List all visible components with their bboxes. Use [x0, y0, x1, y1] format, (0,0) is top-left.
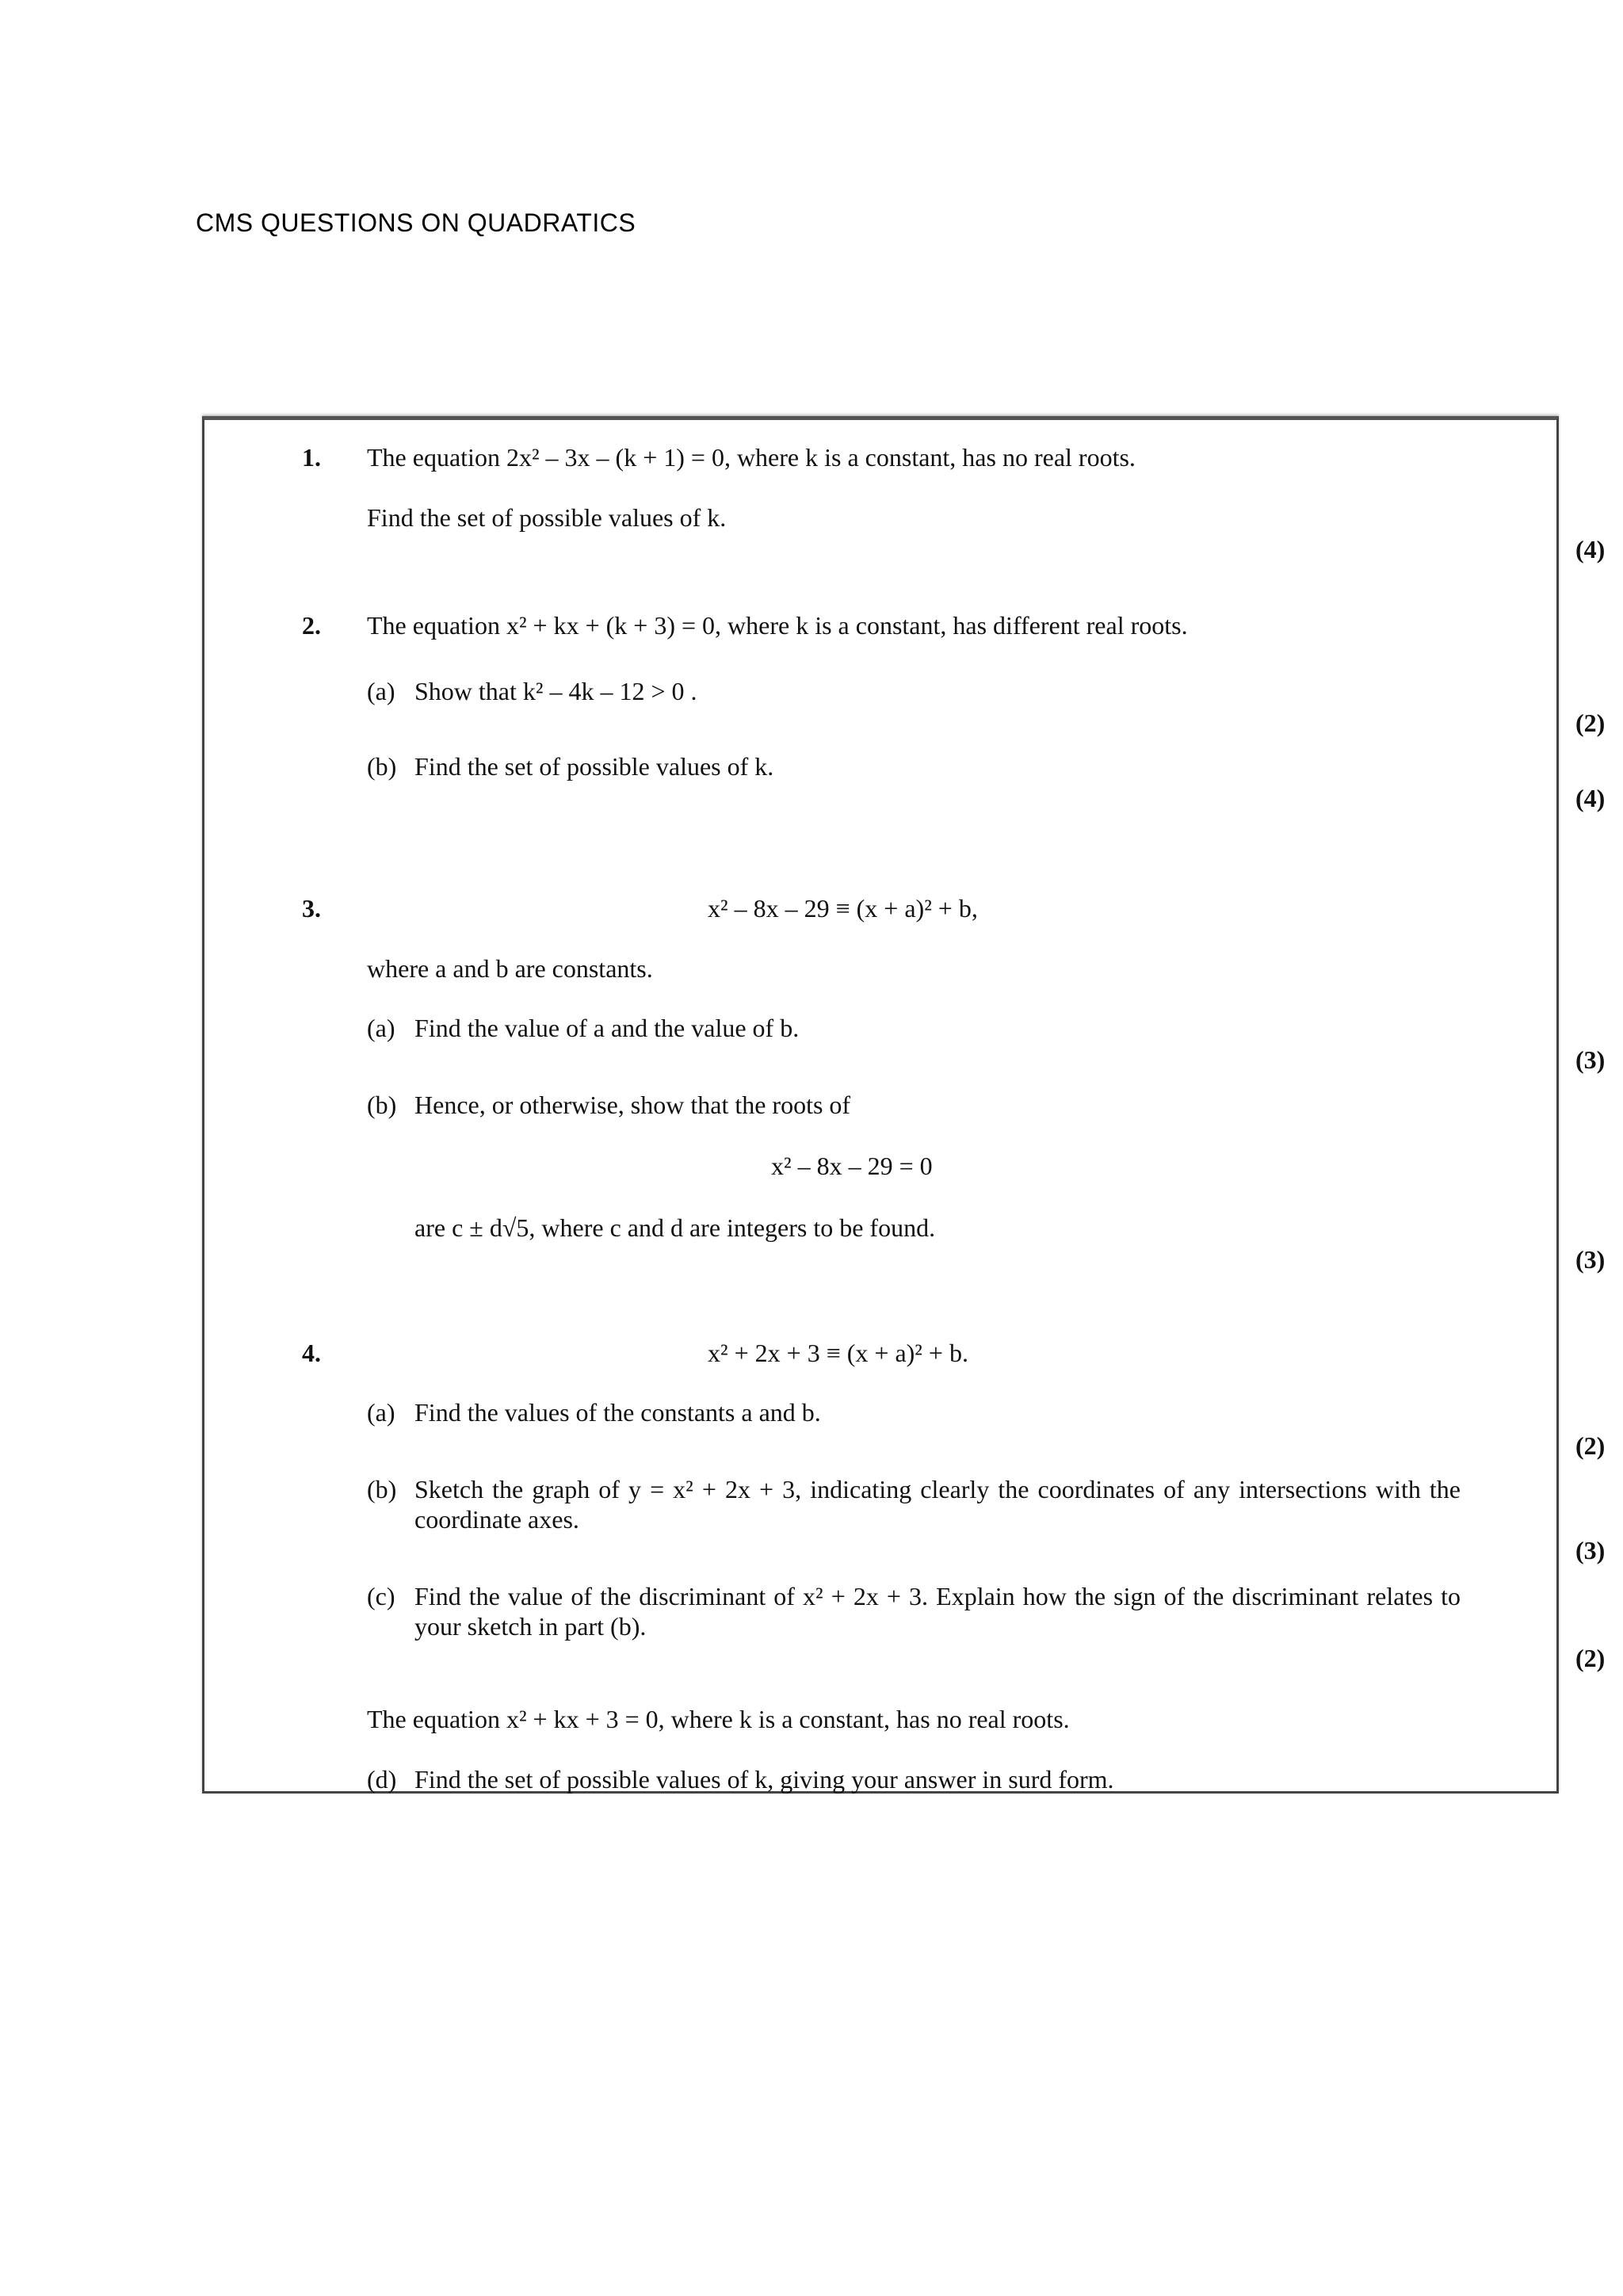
question-3-where: where a and b are constants. [367, 954, 653, 983]
question-4b-marks: (3) [1575, 1536, 1606, 1564]
question-4c-label: (c) [367, 1582, 395, 1610]
question-3a-label: (a) [367, 1014, 395, 1042]
question-4c-text: Find the value of the discriminant of x² + 2x + 3. Explain how the sign of the discriminant relates to your sketch in part (b). [414, 1582, 1461, 1641]
question-4-stem2: The equation x² + kx + 3 = 0, where k is a constant, has no real roots. [367, 1705, 1070, 1733]
question-3-identity: x² – 8x – 29 ≡ (x + a)² + b, [708, 894, 978, 923]
question-3b-marks: (3) [1575, 1245, 1606, 1274]
question-3a-marks: (3) [1575, 1045, 1606, 1074]
question-4c-marks: (2) [1575, 1644, 1606, 1672]
question-4-number: 4. [302, 1339, 321, 1367]
question-2-number: 2. [302, 611, 321, 640]
question-1-number: 1. [302, 443, 321, 472]
question-4a-marks: (2) [1575, 1431, 1606, 1460]
question-4a-text: Find the values of the constants a and b. [414, 1398, 821, 1427]
question-3b-label: (b) [367, 1091, 397, 1119]
question-4d-label: (d) [367, 1765, 397, 1794]
question-1-task: Find the set of possible values of k. [367, 503, 727, 532]
question-box [202, 416, 1606, 1794]
question-2a-marks: (2) [1575, 709, 1606, 737]
page-title: CMS QUESTIONS ON QUADRATICS [196, 208, 636, 237]
question-4a-label: (a) [367, 1398, 395, 1427]
question-3b-tail: are c ± d√5, where c and d are integers to be found. [414, 1213, 936, 1242]
question-2b-marks: (4) [1575, 784, 1606, 812]
question-2a-text: Show that k² – 4k – 12 > 0 . [414, 677, 697, 705]
question-3b-equation: x² – 8x – 29 = 0 [771, 1152, 933, 1180]
question-4-identity: x² + 2x + 3 ≡ (x + a)² + b. [708, 1339, 968, 1367]
question-4b-label: (b) [367, 1475, 397, 1503]
question-2a-label: (a) [367, 677, 395, 705]
question-2b-text: Find the set of possible values of k. [414, 752, 774, 781]
question-1-stem: The equation 2x² – 3x – (k + 1) = 0, where k is a constant, has no real roots. [367, 443, 1136, 472]
question-3b-text: Hence, or otherwise, show that the roots of [414, 1091, 851, 1119]
question-2-stem: The equation x² + kx + (k + 3) = 0, where k is a constant, has different real roots. [367, 611, 1188, 640]
question-4d-text: Find the set of possible values of k, giving your answer in surd form. [414, 1765, 1114, 1794]
question-1-marks: (4) [1575, 535, 1606, 563]
question-4b-text: Sketch the graph of y = x² + 2x + 3, indicating clearly the coordinates of any intersections with the coordinate axes. [414, 1475, 1461, 1534]
question-3-number: 3. [302, 894, 321, 923]
question-2b-label: (b) [367, 752, 397, 781]
question-3a-text: Find the value of a and the value of b. [414, 1014, 800, 1042]
